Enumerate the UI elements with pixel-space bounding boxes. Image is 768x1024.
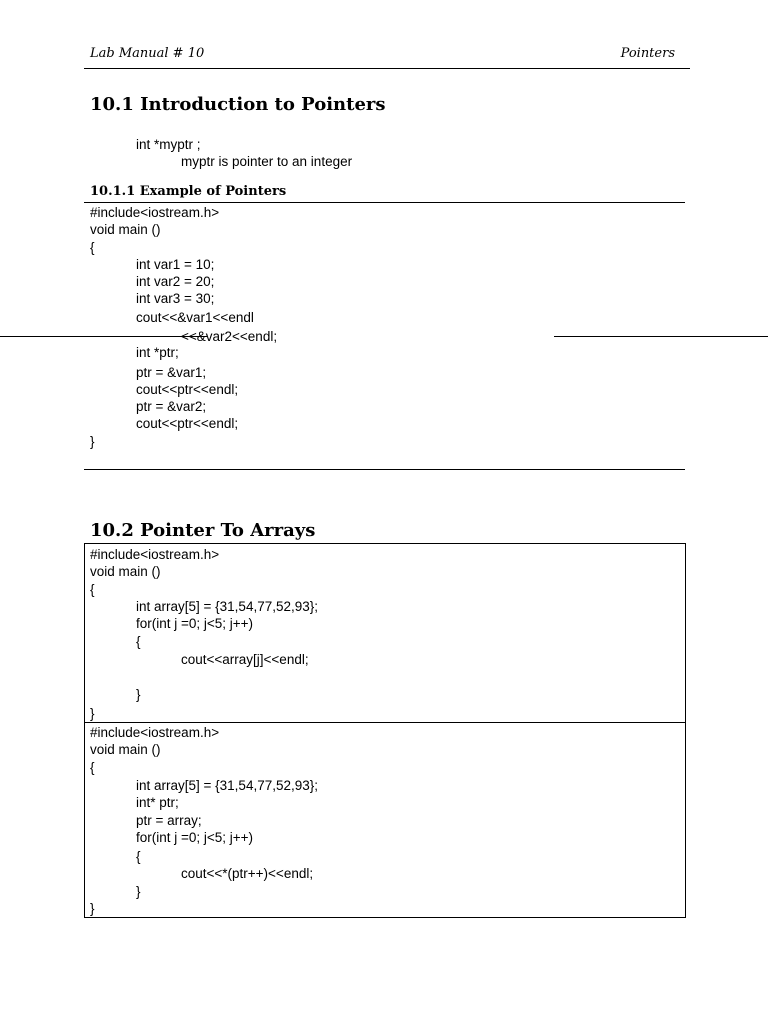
code-line: { xyxy=(136,634,141,649)
code-line: cout<<ptr<<endl; xyxy=(136,416,239,431)
code-line: cout<<&var1<<endl xyxy=(136,310,254,325)
code-line: int *ptr; xyxy=(136,345,179,360)
code-line: cout<<ptr<<endl; xyxy=(136,382,239,397)
header-divider xyxy=(84,68,690,69)
subsection-title: 10.1.1 Example of Pointers xyxy=(90,184,287,199)
code-line: int* ptr; xyxy=(136,795,179,810)
page-break-line-left xyxy=(0,336,207,337)
code-line: void main () xyxy=(90,564,161,579)
code-line: ptr = &var1; xyxy=(136,365,207,380)
header-right: Pointers xyxy=(620,46,675,61)
code-line: { xyxy=(90,582,95,597)
code-line: { xyxy=(136,849,141,864)
code-line: for(int j =0; j<5; j++) xyxy=(136,616,254,631)
code-line: int var2 = 20; xyxy=(136,274,215,289)
code-line: #include<iostream.h> xyxy=(90,547,220,562)
code-line: int array[5] = {31,54,77,52,93}; xyxy=(136,599,319,614)
code-line: } xyxy=(90,901,95,916)
page-break-line-right xyxy=(554,336,768,337)
code-line: for(int j =0; j<5; j++) xyxy=(136,830,254,845)
code-line: int var1 = 10; xyxy=(136,257,215,272)
code-line: void main () xyxy=(90,742,161,757)
code-line: ptr = array; xyxy=(136,813,202,828)
header-left: Lab Manual # 10 xyxy=(90,46,205,61)
code-line: int array[5] = {31,54,77,52,93}; xyxy=(136,778,319,793)
pointer-declaration: int *myptr ; xyxy=(136,137,201,152)
code-line: } xyxy=(90,706,95,721)
code-line: cout<<array[j]<<endl; xyxy=(181,652,309,667)
code-line: <<&var2<<endl; xyxy=(181,329,278,344)
pointer-declaration-description: myptr is pointer to an integer xyxy=(181,154,353,169)
code-line: { xyxy=(90,760,95,775)
code-line: #include<iostream.h> xyxy=(90,725,220,740)
code-line: } xyxy=(136,687,141,702)
code-line: void main () xyxy=(90,222,161,237)
code-line: { xyxy=(90,240,95,255)
code-line: #include<iostream.h> xyxy=(90,205,220,220)
code-line: ptr = &var2; xyxy=(136,399,207,414)
section-1-title: 10.1 Introduction to Pointers xyxy=(90,94,386,115)
section-2-title: 10.2 Pointer To Arrays xyxy=(90,520,316,541)
example-top-rule xyxy=(84,202,685,203)
example-bottom-rule xyxy=(84,469,685,470)
code-box-array xyxy=(84,543,686,723)
code-line: int var3 = 30; xyxy=(136,291,215,306)
code-line: cout<<*(ptr++)<<endl; xyxy=(181,866,314,881)
code-line: } xyxy=(90,434,95,449)
code-line: } xyxy=(136,884,141,899)
